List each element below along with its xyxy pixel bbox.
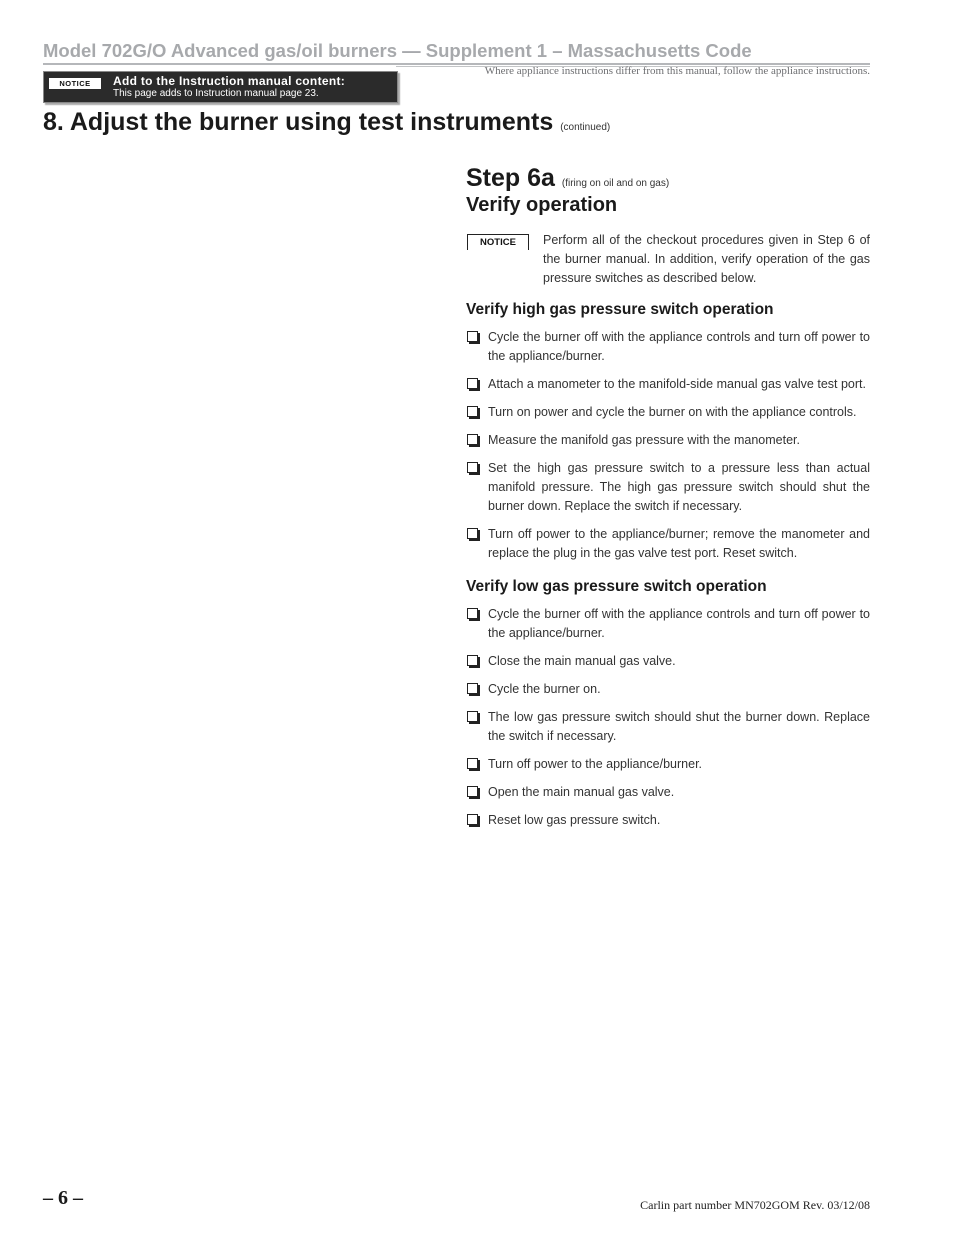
list-item-text: Turn on power and cycle the burner on with the appliance controls. <box>488 405 857 419</box>
list-item-text: Cycle the burner on. <box>488 682 601 696</box>
notice-banner <box>43 71 398 103</box>
section-title-text: 8. Adjust the burner using test instruments <box>43 108 554 136</box>
checkbox-icon[interactable] <box>467 378 478 389</box>
list-item-text: The low gas pressure switch should shut the burner down. Replace the switch if necessary. <box>488 710 870 743</box>
list-item <box>466 755 870 774</box>
list-item <box>466 431 870 450</box>
list-item <box>466 525 870 563</box>
checkbox-icon[interactable] <box>467 331 478 342</box>
low-gas-heading: Verify low gas pressure switch operation <box>466 578 767 595</box>
list-item <box>466 811 870 830</box>
checkbox-icon[interactable] <box>467 608 478 619</box>
list-item <box>466 605 870 643</box>
checkbox-icon[interactable] <box>467 711 478 722</box>
list-item <box>466 783 870 802</box>
list-item <box>466 652 870 671</box>
step-title-text: Step 6a <box>466 164 555 192</box>
checkbox-icon[interactable] <box>467 434 478 445</box>
list-item <box>466 708 870 746</box>
checkbox-icon[interactable] <box>467 758 478 769</box>
list-item <box>466 403 870 422</box>
header-note: Where appliance instructions differ from this manual, follow the appliance instructions. <box>484 65 870 77</box>
list-item <box>466 459 870 516</box>
list-item-text: Open the main manual gas valve. <box>488 785 675 799</box>
page-number: – 6 – <box>43 1187 83 1209</box>
list-item-text: Measure the manifold gas pressure with the manometer. <box>488 433 800 447</box>
part-number: Carlin part number MN702GOM Rev. 03/12/08 <box>640 1198 870 1212</box>
header-title: Model 702G/O Advanced gas/oil burners — Supplement 1 – Massachusetts Code <box>43 40 870 65</box>
checkbox-icon[interactable] <box>467 462 478 473</box>
list-item-text: Reset low gas pressure switch. <box>488 813 661 827</box>
checkbox-icon[interactable] <box>467 814 478 825</box>
notice-banner-tag: NOTICE <box>49 78 101 89</box>
list-item-text: Turn off power to the appliance/burner. <box>488 757 703 771</box>
notice-banner-heading: Add to the Instruction manual content: <box>113 74 346 88</box>
list-item-text: Attach a manometer to the manifold-side manual gas valve test port. <box>488 377 866 391</box>
notice-banner-text: This page adds to Instruction manual page 23. <box>113 88 319 99</box>
step-qualifier: (firing on oil and on gas) <box>561 178 670 189</box>
high-gas-heading: Verify high gas pressure switch operation <box>466 301 774 318</box>
checkbox-icon[interactable] <box>467 655 478 666</box>
section-continued: (continued) <box>560 122 611 133</box>
list-item-text: Cycle the burner off with the appliance controls and turn off power to the appliance/burner. <box>488 330 870 363</box>
list-item <box>466 375 870 394</box>
list-item-text: Close the main manual gas valve. <box>488 654 676 668</box>
checkbox-icon[interactable] <box>467 406 478 417</box>
notice-text: Perform all of the checkout procedures given in Step 6 of the burner manual. In addition, verify operation of the gas pressure switches as described below. <box>543 233 870 285</box>
checkbox-icon[interactable] <box>467 786 478 797</box>
list-item <box>466 680 870 699</box>
high-gas-checklist <box>466 328 870 572</box>
checkbox-icon[interactable] <box>467 683 478 694</box>
notice-tag: NOTICE <box>467 234 529 250</box>
section-title <box>43 106 610 144</box>
list-item-text: Cycle the burner off with the appliance controls and turn off power to the appliance/burner. <box>488 607 870 640</box>
checkbox-icon[interactable] <box>467 528 478 539</box>
list-item <box>466 328 870 366</box>
step-subtitle: Verify operation <box>466 194 618 216</box>
low-gas-checklist <box>466 605 870 839</box>
list-item-text: Set the high gas pressure switch to a pressure less than actual manifold pressure. The high gas pressure switch should shut the burner down. Replace the switch if necessary. <box>488 461 870 513</box>
list-item-text: Turn off power to the appliance/burner; remove the manometer and replace the plug in the gas valve test port. Reset switch. <box>488 527 870 560</box>
